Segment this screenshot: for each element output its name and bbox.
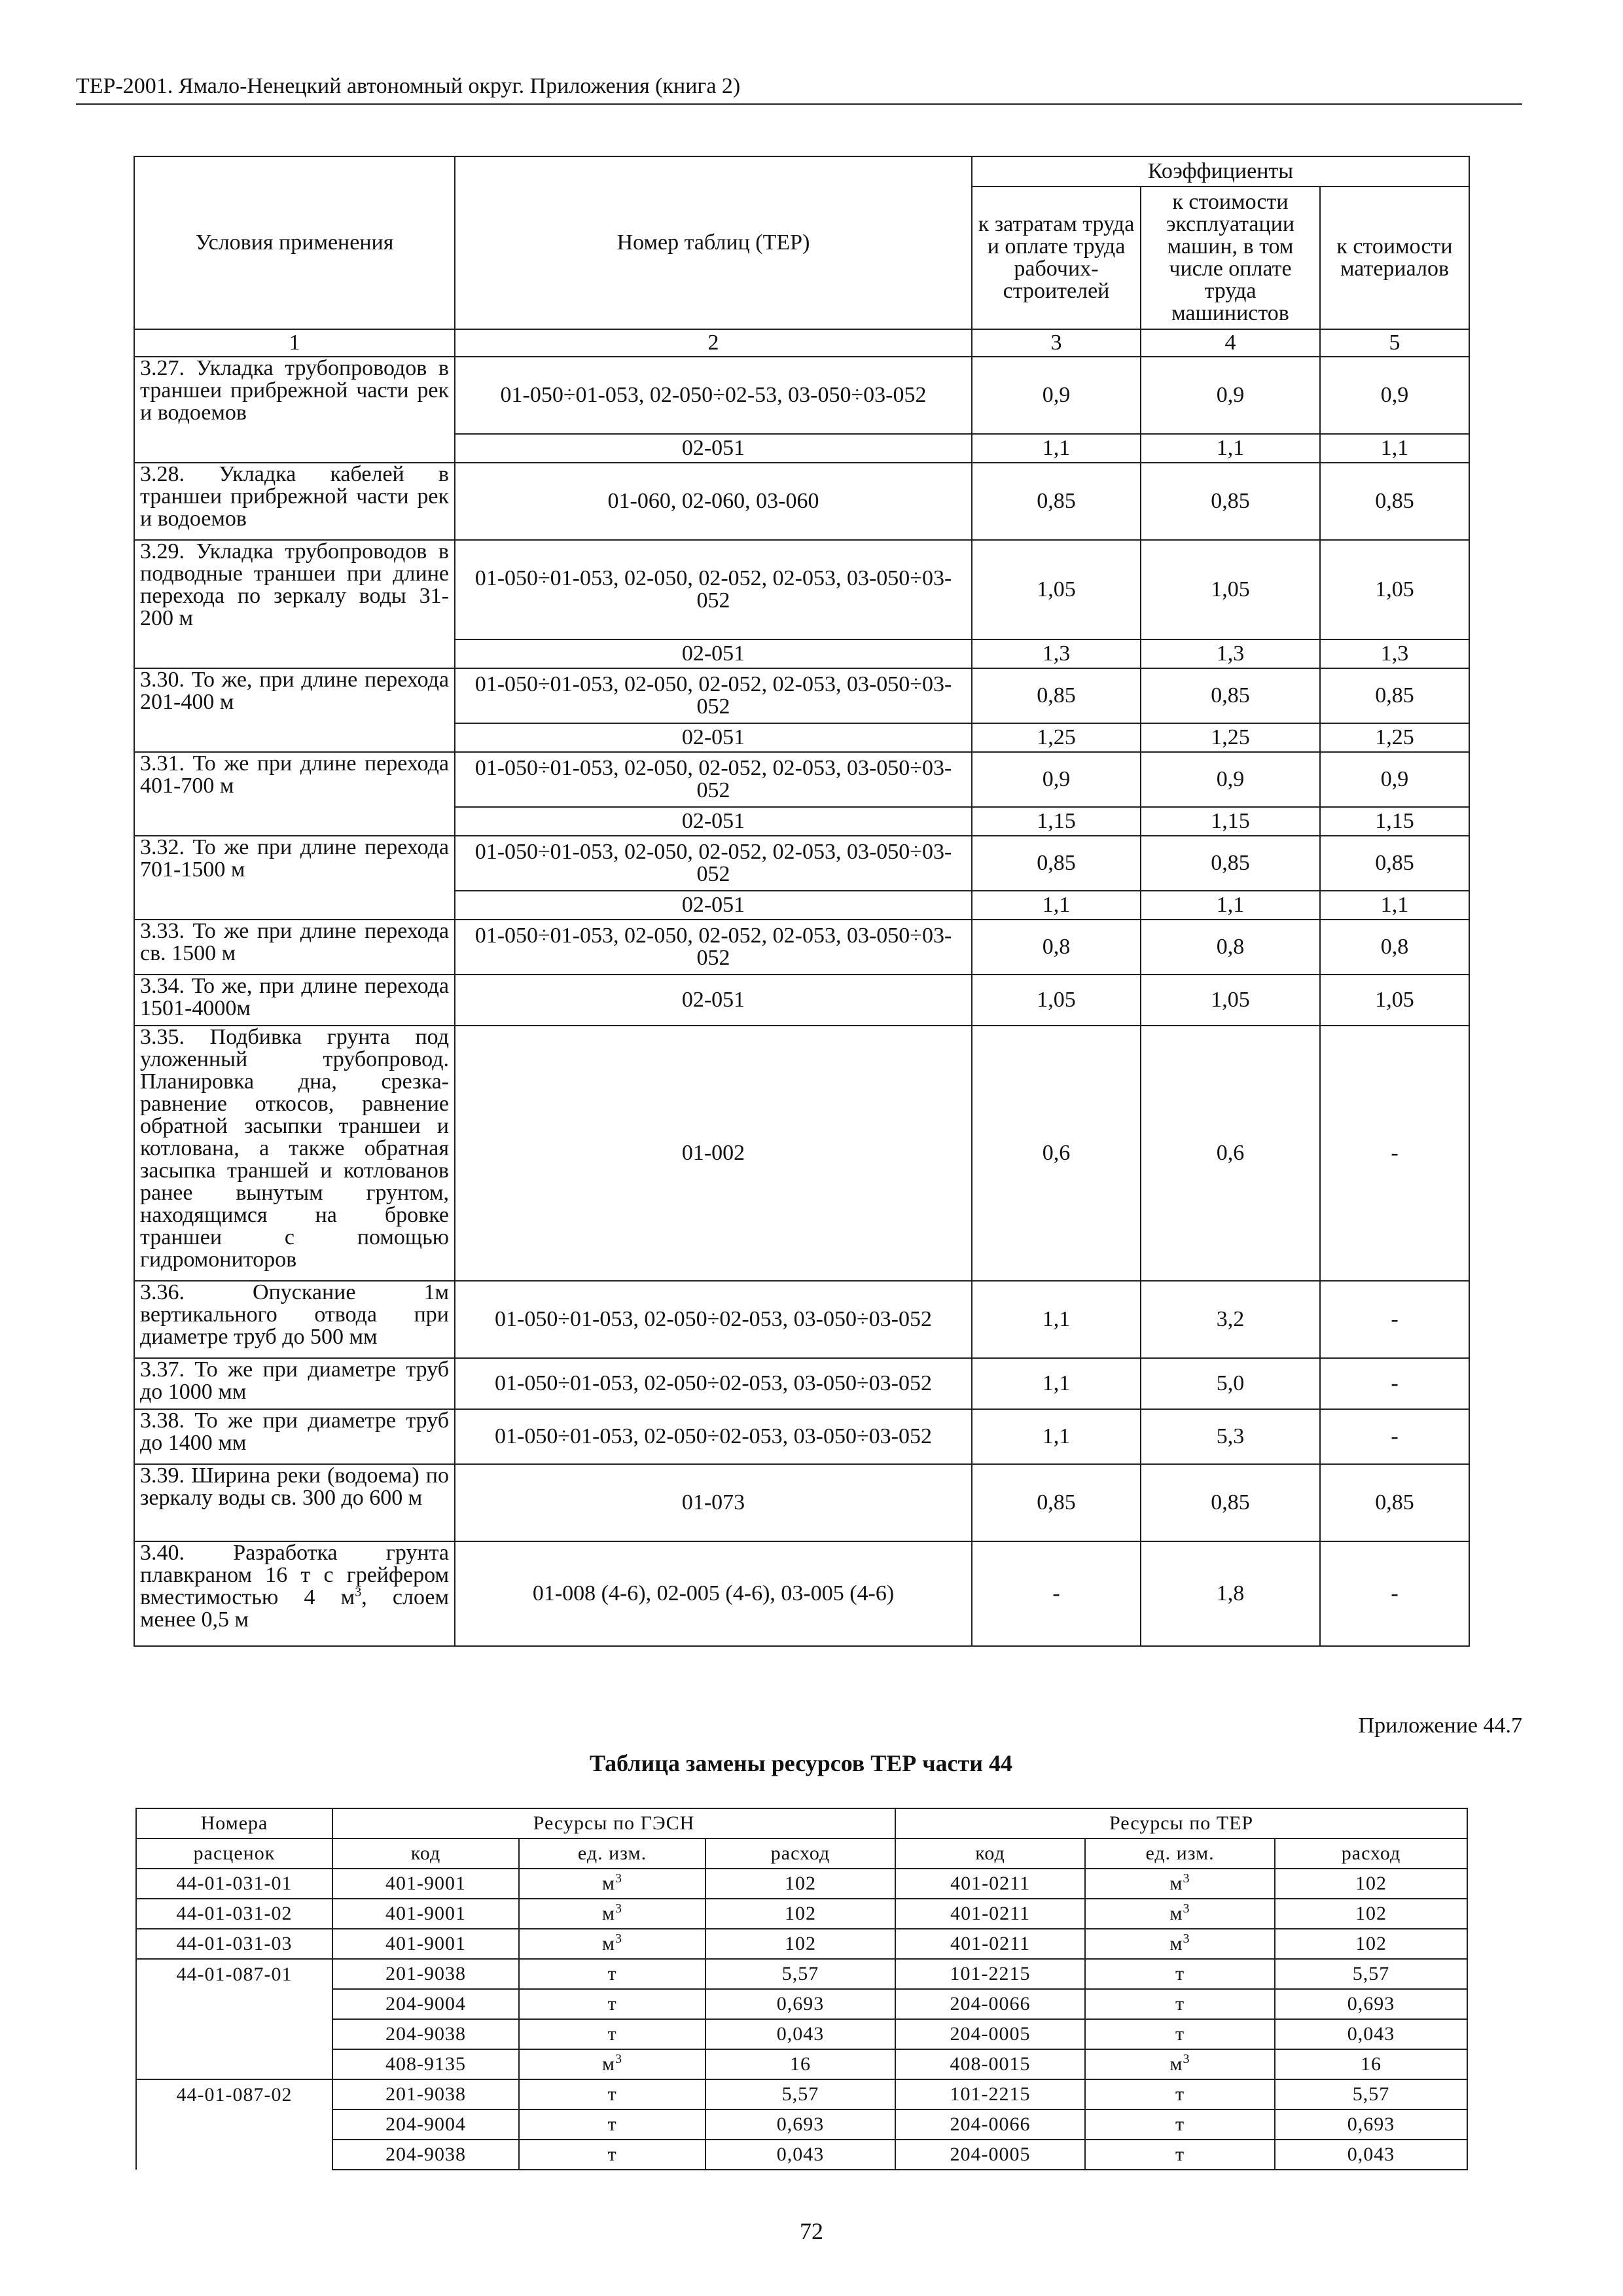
header-consumption: расход	[1275, 1839, 1467, 1869]
rate-number	[136, 2019, 332, 2049]
coef-materials: 0,85	[1320, 463, 1469, 540]
coef-machines: 0,85	[1141, 668, 1320, 723]
page-header: ТЕР-2001. Ямало-Ненецкий автономный округ. Приложения (книга 2)	[76, 73, 1522, 105]
gesn-consumption: 102	[705, 1899, 895, 1929]
condition-cell: 3.31. То же при длине перехода 401-700 м	[134, 752, 455, 836]
gesn-code: 201-9038	[332, 1959, 519, 1989]
ter-unit	[1085, 1869, 1275, 1899]
gesn-code: 204-9038	[332, 2140, 519, 2170]
table-row	[134, 1358, 1469, 1409]
gesn-unit	[519, 1929, 705, 1959]
condition-cell	[134, 1541, 455, 1646]
ter-code: 204-0005	[895, 2140, 1085, 2170]
table-numbers-cell: 01-050÷01-053, 02-050, 02-052, 02-053, 03-050÷03-052	[455, 836, 972, 891]
unit-text: м	[602, 1933, 615, 1954]
resource-replacement-table	[135, 1808, 1468, 2170]
table-numbers-cell: 02-051	[455, 723, 972, 752]
condition-cell: 3.33. То же при длине перехода св. 1500 м	[134, 920, 455, 975]
table-row	[136, 2079, 1467, 2109]
coef-labor: 0,8	[972, 920, 1141, 975]
table-row	[134, 1281, 1469, 1358]
condition-cell: 3.29. Укладка трубопроводов в подводные траншеи при длине перехода по зеркалу воды 31-200 м	[134, 540, 455, 668]
coef-materials: 1,05	[1320, 975, 1469, 1026]
coef-machines: 0,8	[1141, 920, 1320, 975]
gesn-code: 408-9135	[332, 2049, 519, 2079]
ter-consumption: 0,693	[1275, 2109, 1467, 2140]
gesn-consumption: 102	[705, 1929, 895, 1959]
ter-code: 101-2215	[895, 1959, 1085, 1989]
gesn-unit: т	[519, 1989, 705, 2019]
gesn-consumption: 102	[705, 1869, 895, 1899]
gesn-unit: т	[519, 1959, 705, 1989]
coef-materials: 1,1	[1320, 434, 1469, 463]
coefficients-table	[134, 156, 1470, 1647]
gesn-code: 401-9001	[332, 1899, 519, 1929]
table-row	[136, 1899, 1467, 1929]
table-numbers-cell: 01-008 (4-6), 02-005 (4-6), 03-005 (4-6)	[455, 1541, 972, 1646]
superscript: 3	[615, 1901, 622, 1916]
ter-consumption: 16	[1275, 2049, 1467, 2079]
coef-labor: 1,1	[972, 434, 1141, 463]
gesn-unit: т	[519, 2109, 705, 2140]
ter-unit: т	[1085, 2140, 1275, 2170]
condition-cell: 3.36. Опускание 1м вертикального отвода при диаметре труб до 500 мм	[134, 1281, 455, 1358]
coef-machines: 1,3	[1141, 639, 1320, 668]
ter-unit: т	[1085, 2019, 1275, 2049]
header-table-numbers: Номер таблиц (ТЕР)	[455, 156, 972, 329]
table-row	[134, 540, 1469, 639]
coef-machines: 5,3	[1141, 1409, 1320, 1464]
col-number: 2	[455, 329, 972, 357]
header-materials: к стоимости материалов	[1320, 187, 1469, 329]
table-row	[136, 1929, 1467, 1959]
table-row	[136, 1989, 1467, 2019]
table-numbers-cell: 02-051	[455, 807, 972, 836]
table-numbers-cell: 01-002	[455, 1026, 972, 1281]
coef-materials: 1,1	[1320, 891, 1469, 920]
coef-machines: 1,05	[1141, 975, 1320, 1026]
superscript: 3	[615, 2052, 622, 2066]
table-row	[136, 2049, 1467, 2079]
superscript: 3	[615, 1931, 622, 1946]
gesn-code: 204-9038	[332, 2019, 519, 2049]
rate-number	[136, 2140, 332, 2170]
coef-labor: 0,85	[972, 668, 1141, 723]
coef-labor: 1,1	[972, 1409, 1141, 1464]
coef-machines: 1,25	[1141, 723, 1320, 752]
resource-table-title: Таблица замены ресурсов ТЕР части 44	[590, 1750, 1012, 1776]
coef-labor: 0,85	[972, 1464, 1141, 1541]
condition-cell: 3.39. Ширина реки (водоема) по зеркалу воды св. 300 до 600 м	[134, 1464, 455, 1541]
table-numbers-cell: 01-050÷01-053, 02-050÷02-053, 03-050÷03-052	[455, 1281, 972, 1358]
table-row	[134, 920, 1469, 975]
superscript: 3	[355, 1585, 362, 1600]
coef-materials: 0,8	[1320, 920, 1469, 975]
ter-code: 204-0066	[895, 1989, 1085, 2019]
coef-labor: 1,25	[972, 723, 1141, 752]
gesn-code: 204-9004	[332, 1989, 519, 2019]
gesn-code: 204-9004	[332, 2109, 519, 2140]
coef-materials: -	[1320, 1409, 1469, 1464]
coef-labor: 1,15	[972, 807, 1141, 836]
ter-code: 408-0015	[895, 2049, 1085, 2079]
col-number: 3	[972, 329, 1141, 357]
rate-number: 44-01-031-03	[136, 1929, 332, 1959]
header-unit: ед. изм.	[1085, 1839, 1275, 1869]
table-numbers-cell: 01-050÷01-053, 02-050÷02-053, 03-050÷03-052	[455, 1409, 972, 1464]
unit-text: м	[602, 2053, 615, 2075]
superscript: 3	[615, 1871, 622, 1886]
rate-number	[136, 1989, 332, 2019]
coef-machines: 0,9	[1141, 752, 1320, 807]
coef-materials: -	[1320, 1358, 1469, 1409]
ter-code: 401-0211	[895, 1899, 1085, 1929]
header-num: расценок	[136, 1839, 332, 1869]
coef-labor: 0,85	[972, 836, 1141, 891]
superscript: 3	[1183, 2052, 1190, 2066]
gesn-code: 201-9038	[332, 2079, 519, 2109]
condition-cell: 3.32. То же при длине перехода 701-1500 м	[134, 836, 455, 920]
condition-cell: 3.38. То же при диаметре труб до 1400 мм	[134, 1409, 455, 1464]
ter-consumption: 0,693	[1275, 1989, 1467, 2019]
ter-unit: т	[1085, 2079, 1275, 2109]
coef-labor: -	[972, 1541, 1141, 1646]
table-row	[134, 357, 1469, 434]
table-numbers-cell: 01-050÷01-053, 02-050, 02-052, 02-053, 03-050÷03-052	[455, 920, 972, 975]
gesn-consumption: 0,043	[705, 2019, 895, 2049]
coef-machines: 1,1	[1141, 434, 1320, 463]
table-numbers-cell: 02-051	[455, 434, 972, 463]
table-numbers-cell: 01-060, 02-060, 03-060	[455, 463, 972, 540]
superscript: 3	[1183, 1901, 1190, 1916]
coef-materials: -	[1320, 1541, 1469, 1646]
ter-unit	[1085, 1929, 1275, 1959]
condition-cell: 3.35. Подбивка грунта под уложенный трубопровод. Планировка дна, срезка-равнение откосов, равнение обратной засыпки траншеи и котлована, а также обратная засыпка траншей и котлованов ранее вынутым грунтом, находящимся на бровке траншеи с помощью гидромониторов	[134, 1026, 455, 1281]
table-numbers-cell: 01-050÷01-053, 02-050, 02-052, 02-053, 03-050÷03-052	[455, 540, 972, 639]
coef-materials: 1,3	[1320, 639, 1469, 668]
coef-labor: 1,1	[972, 891, 1141, 920]
ter-code: 401-0211	[895, 1869, 1085, 1899]
coef-machines: 0,6	[1141, 1026, 1320, 1281]
table-row	[134, 668, 1469, 723]
coef-labor: 0,6	[972, 1026, 1141, 1281]
coef-machines: 1,15	[1141, 807, 1320, 836]
coef-materials: 0,9	[1320, 752, 1469, 807]
gesn-unit	[519, 1869, 705, 1899]
col-number: 1	[134, 329, 455, 357]
superscript: 3	[1183, 1871, 1190, 1886]
ter-code: 101-2215	[895, 2079, 1085, 2109]
coef-materials: 1,15	[1320, 807, 1469, 836]
table-row	[136, 2019, 1467, 2049]
coef-machines: 0,9	[1141, 357, 1320, 434]
coef-machines: 1,8	[1141, 1541, 1320, 1646]
table-numbers-cell: 01-050÷01-053, 02-050, 02-052, 02-053, 03-050÷03-052	[455, 752, 972, 807]
ter-consumption: 5,57	[1275, 2079, 1467, 2109]
ter-unit	[1085, 1899, 1275, 1929]
ter-consumption: 102	[1275, 1899, 1467, 1929]
table-row	[134, 1464, 1469, 1541]
ter-unit: т	[1085, 1989, 1275, 2019]
ter-consumption: 102	[1275, 1929, 1467, 1959]
coef-machines: 0,85	[1141, 1464, 1320, 1541]
gesn-code: 401-9001	[332, 1869, 519, 1899]
col-number: 4	[1141, 329, 1320, 357]
coef-labor: 1,3	[972, 639, 1141, 668]
coef-machines: 1,05	[1141, 540, 1320, 639]
table-row	[136, 1959, 1467, 1989]
table-row	[134, 836, 1469, 891]
coef-labor: 1,1	[972, 1358, 1141, 1409]
ter-consumption: 0,043	[1275, 2019, 1467, 2049]
table-numbers-cell: 01-050÷01-053, 02-050, 02-052, 02-053, 03-050÷03-052	[455, 668, 972, 723]
condition-cell: 3.30. То же, при длине перехода 201-400 м	[134, 668, 455, 752]
coef-materials: -	[1320, 1281, 1469, 1358]
table-row	[134, 1541, 1469, 1646]
gesn-consumption: 5,57	[705, 1959, 895, 1989]
ter-consumption: 102	[1275, 1869, 1467, 1899]
coef-materials: 1,25	[1320, 723, 1469, 752]
coef-materials: 0,85	[1320, 1464, 1469, 1541]
ter-consumption: 5,57	[1275, 1959, 1467, 1989]
unit-text: м	[1169, 1903, 1183, 1924]
table-numbers-cell: 02-051	[455, 891, 972, 920]
col-number: 5	[1320, 329, 1469, 357]
unit-text: м	[1169, 1873, 1183, 1894]
gesn-unit	[519, 1899, 705, 1929]
condition-text: 3.40. Разработка грунта плавкраном 16 т с грейфером вместимостью 4 м	[140, 1541, 449, 1609]
table-numbers-cell: 02-051	[455, 639, 972, 668]
coef-labor: 1,05	[972, 975, 1141, 1026]
gesn-unit	[519, 2049, 705, 2079]
rate-number: 44-01-087-01	[136, 1959, 332, 1989]
ter-code: 204-0005	[895, 2019, 1085, 2049]
unit-text: м	[602, 1873, 615, 1894]
coef-machines: 0,85	[1141, 836, 1320, 891]
condition-cell: 3.34. То же, при длине перехода 1501-4000м	[134, 975, 455, 1026]
gesn-consumption: 16	[705, 2049, 895, 2079]
ter-unit	[1085, 2049, 1275, 2079]
header-unit: ед. изм.	[519, 1839, 705, 1869]
coef-materials: 0,85	[1320, 668, 1469, 723]
header-ter: Ресурсы по ТЕР	[895, 1808, 1467, 1839]
coef-materials: 0,85	[1320, 836, 1469, 891]
coef-labor: 0,9	[972, 752, 1141, 807]
coef-materials: 1,05	[1320, 540, 1469, 639]
header-consumption: расход	[705, 1839, 895, 1869]
table-numbers-cell: 01-050÷01-053, 02-050÷02-053, 03-050÷03-052	[455, 1358, 972, 1409]
ter-unit: т	[1085, 1959, 1275, 1989]
ter-consumption: 0,043	[1275, 2140, 1467, 2170]
ter-code: 401-0211	[895, 1929, 1085, 1959]
gesn-consumption: 5,57	[705, 2079, 895, 2109]
rate-number: 44-01-087-02	[136, 2079, 332, 2109]
coef-machines: 0,85	[1141, 463, 1320, 540]
table-row	[134, 1026, 1469, 1281]
gesn-consumption: 0,693	[705, 1989, 895, 2019]
header-num: Номера	[136, 1808, 332, 1839]
superscript: 3	[1183, 1931, 1190, 1946]
table-row	[134, 463, 1469, 540]
table-row	[136, 2140, 1467, 2170]
unit-text: м	[602, 1903, 615, 1924]
table-row	[136, 2109, 1467, 2140]
table-numbers-cell: 02-051	[455, 975, 972, 1026]
header-gesn: Ресурсы по ГЭСН	[332, 1808, 895, 1839]
gesn-code: 401-9001	[332, 1929, 519, 1959]
rate-number	[136, 2109, 332, 2140]
table-row	[134, 975, 1469, 1026]
coef-machines: 5,0	[1141, 1358, 1320, 1409]
unit-text: м	[1169, 1933, 1183, 1954]
header-conditions: Условия применения	[134, 156, 455, 329]
coef-materials: -	[1320, 1026, 1469, 1281]
header-labor: к затратам труда и оплате труда рабочих-строителей	[972, 187, 1141, 329]
condition-text: , слоем менее 0,5 м	[140, 1585, 449, 1632]
rate-number: 44-01-031-02	[136, 1899, 332, 1929]
condition-cell: 3.27. Укладка трубопроводов в траншеи прибрежной части рек и водоемов	[134, 357, 455, 463]
condition-cell: 3.28. Укладка кабелей в траншеи прибрежной части рек и водоемов	[134, 463, 455, 540]
resource-table-body	[136, 1869, 1467, 2170]
gesn-consumption: 0,043	[705, 2140, 895, 2170]
table-row	[134, 752, 1469, 807]
coef-machines: 1,1	[1141, 891, 1320, 920]
gesn-unit: т	[519, 2079, 705, 2109]
rate-number	[136, 2049, 332, 2079]
condition-cell: 3.37. То же при диаметре труб до 1000 мм	[134, 1358, 455, 1409]
ter-code: 204-0066	[895, 2109, 1085, 2140]
coef-labor: 0,85	[972, 463, 1141, 540]
header-coefficients: Коэффициенты	[972, 156, 1469, 187]
gesn-consumption: 0,693	[705, 2109, 895, 2140]
coef-labor: 1,1	[972, 1281, 1141, 1358]
coef-labor: 0,9	[972, 357, 1141, 434]
ter-unit: т	[1085, 2109, 1275, 2140]
page-number: 72	[800, 2218, 823, 2244]
rate-number: 44-01-031-01	[136, 1869, 332, 1899]
table-row	[134, 1409, 1469, 1464]
table-numbers-cell: 01-073	[455, 1464, 972, 1541]
gesn-unit: т	[519, 2140, 705, 2170]
unit-text: м	[1169, 2053, 1183, 2075]
header-machines: к стоимости эксплуатации машин, в том числе оплате труда машинистов	[1141, 187, 1320, 329]
gesn-unit: т	[519, 2019, 705, 2049]
coef-labor: 1,05	[972, 540, 1141, 639]
table-row	[136, 1869, 1467, 1899]
coef-machines: 3,2	[1141, 1281, 1320, 1358]
appendix-label: Приложение 44.7	[1358, 1713, 1522, 1738]
coef-materials: 0,9	[1320, 357, 1469, 434]
table-numbers-cell: 01-050÷01-053, 02-050÷02-53, 03-050÷03-052	[455, 357, 972, 434]
header-code: код	[895, 1839, 1085, 1869]
header-code: код	[332, 1839, 519, 1869]
